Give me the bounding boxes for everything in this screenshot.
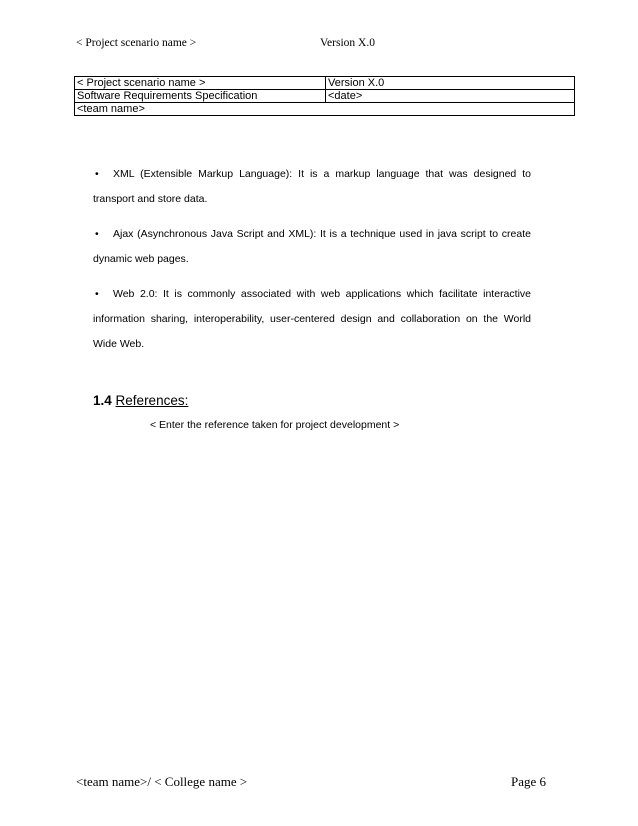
table-row: [75, 90, 575, 103]
bullet-text-web20: Web 2.0: It is commonly associated with web applications which facilitate interactive: [113, 288, 531, 300]
bullet-text-xml: XML (Extensible Markup Language): It is a markup language that was designed to: [113, 168, 531, 180]
table-row: [75, 103, 575, 116]
footer-page-number: Page 6: [510, 774, 546, 789]
bullet-continuation-ajax: dynamic web pages.: [93, 253, 189, 265]
table-cell-date: <date>: [326, 90, 575, 103]
bullet-icon: •: [95, 168, 99, 180]
section-title: References:: [115, 393, 189, 408]
section-number: 1.4: [93, 393, 112, 408]
list-item: [93, 162, 531, 212]
table-cell-doc-title: Software Requirements Specification: [75, 90, 326, 103]
list-item: [93, 282, 531, 357]
document-info-table: [74, 76, 575, 116]
list-item: [93, 222, 531, 272]
bullet-text-ajax: Ajax (Asynchronous Java Script and XML): It is a technique used in java script to create: [113, 228, 531, 240]
bullet-continuation-web20: information sharing, interoperability, user-centered design and collaboration on the World Wide Web.: [93, 313, 531, 350]
bullet-icon: •: [95, 228, 99, 240]
footer-team-college: <team name>/ < College name >: [76, 774, 248, 789]
bullet-continuation-xml: transport and store data.: [93, 193, 208, 205]
bullet-icon: •: [95, 288, 99, 300]
table-cell-version: Version X.0: [326, 77, 575, 90]
references-placeholder: < Enter the reference taken for project development >: [150, 419, 400, 431]
header-version: Version X.0: [320, 37, 375, 49]
page-header: [76, 37, 562, 53]
glossary-bullet-list: [93, 162, 531, 367]
table-cell-team-name: <team name>: [75, 103, 575, 116]
section-heading-references: [93, 393, 188, 408]
table-cell-project-name: < Project scenario name >: [75, 77, 326, 90]
header-project-name: < Project scenario name >: [76, 37, 197, 49]
table-row: [75, 77, 575, 90]
